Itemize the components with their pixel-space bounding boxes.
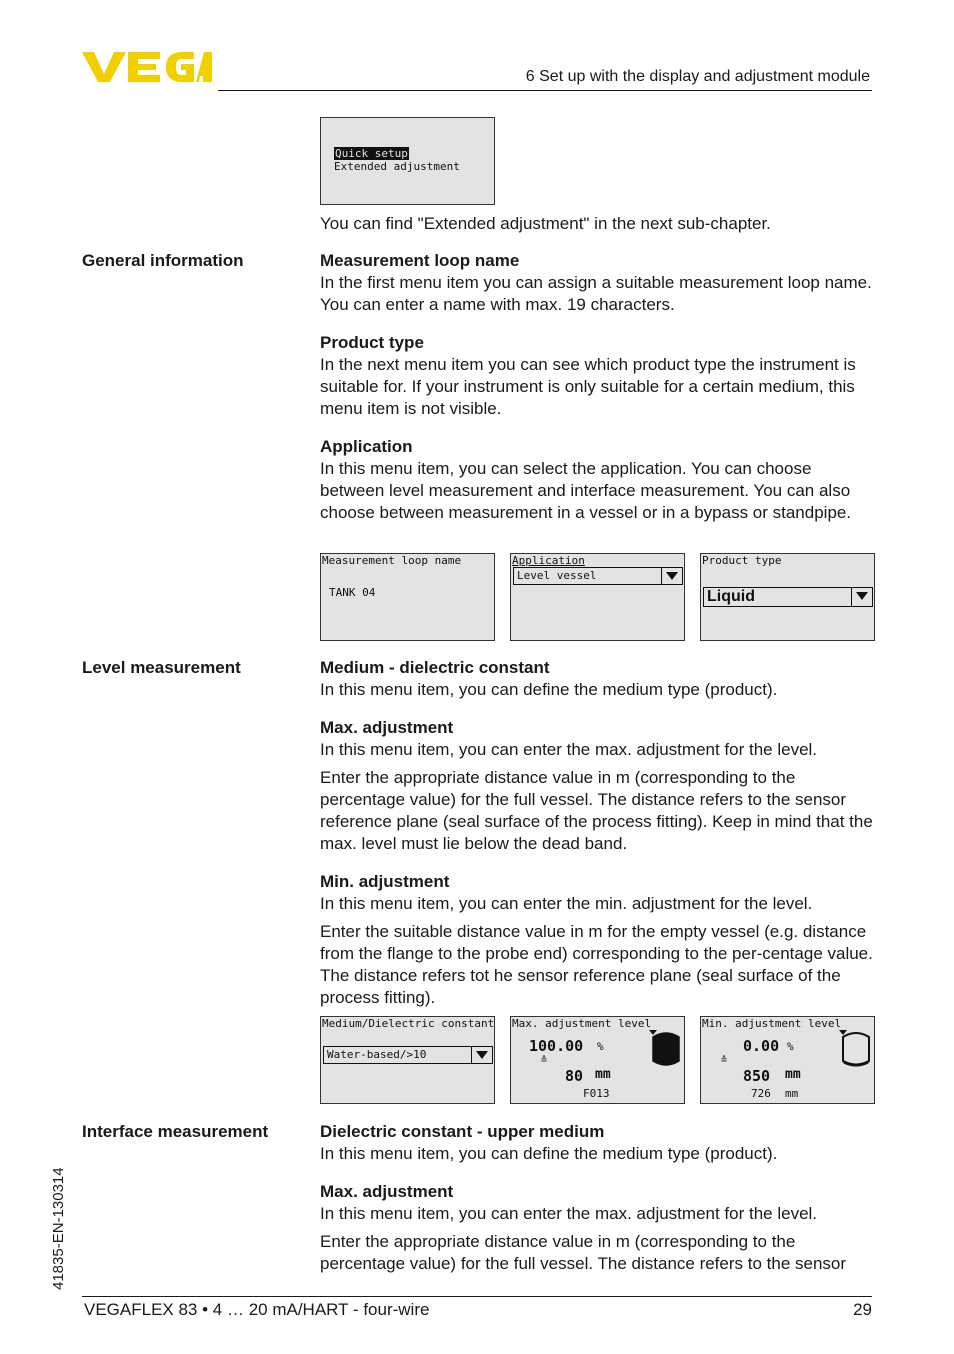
max-text-1: In this menu item, you can enter the max. adjustment for the level.	[320, 740, 818, 759]
sub-unit: mm	[785, 1087, 799, 1100]
sub-value: 726	[751, 1087, 771, 1100]
medium-select[interactable]	[323, 1046, 493, 1064]
lcd-medium	[320, 1016, 495, 1104]
lcd-min-adjustment	[700, 1016, 875, 1104]
max-distance: 80	[565, 1067, 584, 1085]
chevron-down-icon	[851, 588, 872, 606]
dc-heading: Dielectric constant - upper medium	[320, 1122, 605, 1141]
intro-text: You can find "Extended adjustment" in the next sub-chapter.	[320, 214, 771, 233]
page-number: 29	[853, 1300, 872, 1319]
application-select[interactable]	[513, 567, 683, 585]
chapter-title: 6 Set up with the display and adjustment module	[525, 68, 870, 85]
min-heading: Min. adjustment	[320, 872, 450, 891]
footer-product: VEGAFLEX 83 • 4 … 20 mA/HART - four-wire	[84, 1300, 430, 1319]
section-general	[320, 250, 876, 524]
percent-unit: %	[597, 1040, 604, 1053]
product-type-text: In the next menu item you can see which product type the instrument is suitable for. If your instrument is only suitable for a certain medium, this menu item is not visible.	[320, 355, 856, 418]
product-type-heading: Product type	[320, 333, 424, 352]
lcd-max-adjustment	[510, 1016, 685, 1104]
application-heading: Application	[320, 437, 413, 456]
loop-name-text: In the first menu item you can assign a suitable measurement loop name. You can enter a name with max. 19 characters.	[320, 273, 872, 314]
vessel-full-icon	[649, 1029, 683, 1069]
lcd-value: TANK 04	[329, 586, 376, 599]
lcd-menu-screen	[320, 117, 495, 205]
interface-max-heading: Max. adjustment	[320, 1182, 454, 1201]
status-code: F013	[583, 1087, 610, 1100]
menu-item-quick-setup[interactable]: Quick setup	[335, 147, 408, 160]
lcd-title: Application	[512, 554, 585, 567]
select-value: Level vessel	[517, 569, 597, 582]
min-text-2: Enter the suitable distance value in m for the empty vessel (e.g. distance from the flange to the probe end) corresponding to the per-centage value. The distance refers tot he sensor reference plane (seal surface of the process fitting).	[320, 922, 873, 1007]
side-heading-interface: Interface measurement	[82, 1122, 269, 1141]
distance-unit: mm	[595, 1067, 611, 1082]
min-text-1: In this menu item, you can enter the min. adjustment for the level.	[320, 894, 813, 913]
dc-text: In this menu item, you can define the medium type (product).	[320, 1144, 778, 1163]
product-type-select[interactable]	[703, 587, 873, 607]
select-value: Liquid	[707, 588, 755, 605]
max-text-2: Enter the appropriate distance value in m (corresponding to the percentage value) for the full vessel. The distance refers to the sensor reference plane (seal surface of the process fitting). Keep in mind that the max. level must lie below the dead band.	[320, 768, 873, 853]
interface-max-text-1: In this menu item, you can enter the max. adjustment for the level.	[320, 1204, 818, 1223]
application-text: In this menu item, you can select the application. You can choose between level measurement and interface measurement. You can also choose between measurement in a vessel or in a bypass or standpipe.	[320, 459, 852, 522]
interface-max-text-2: Enter the appropriate distance value in m (corresponding to the percentage value) for the full vessel. The distance refers to the sensor	[320, 1232, 847, 1273]
loop-name-heading: Measurement loop name	[320, 251, 520, 270]
lcd-application	[510, 553, 685, 641]
correspondence-sign: ≙	[721, 1055, 728, 1066]
header-rule	[218, 90, 872, 91]
min-percent: 0.00	[743, 1037, 780, 1055]
menu-item-extended-adjustment[interactable]: Extended adjustment	[334, 160, 460, 173]
side-heading-level: Level measurement	[82, 658, 241, 677]
lcd-title: Product type	[702, 554, 782, 567]
medium-heading: Medium - dielectric constant	[320, 658, 550, 677]
lcd-title: Min. adjustment level	[702, 1017, 842, 1030]
medium-text: In this menu item, you can define the medium type (product).	[320, 680, 778, 699]
select-value: Water-based/>10	[327, 1048, 427, 1061]
chevron-down-icon	[471, 1047, 492, 1063]
min-distance: 850	[743, 1067, 771, 1085]
lcd-title: Measurement loop name	[322, 554, 462, 567]
lcd-product-type	[700, 553, 875, 641]
distance-unit: mm	[785, 1067, 801, 1082]
correspondence-sign: ≙	[541, 1055, 548, 1066]
max-heading: Max. adjustment	[320, 718, 454, 737]
chevron-down-icon	[661, 568, 682, 584]
percent-unit: %	[787, 1040, 794, 1053]
document-number: 41835-EN-130314	[50, 1167, 67, 1290]
lcd-title: Max. adjustment level	[512, 1017, 652, 1030]
vega-logo	[82, 50, 212, 84]
footer-rule	[82, 1296, 872, 1297]
vessel-empty-icon	[839, 1029, 873, 1069]
max-percent: 100.00	[529, 1037, 584, 1055]
side-heading-general: General information	[82, 251, 244, 270]
section-interface	[320, 1121, 876, 1275]
lcd-loop-name	[320, 553, 495, 641]
lcd-title: Medium/Dielectric constant	[322, 1017, 495, 1030]
section-level	[320, 657, 876, 1009]
